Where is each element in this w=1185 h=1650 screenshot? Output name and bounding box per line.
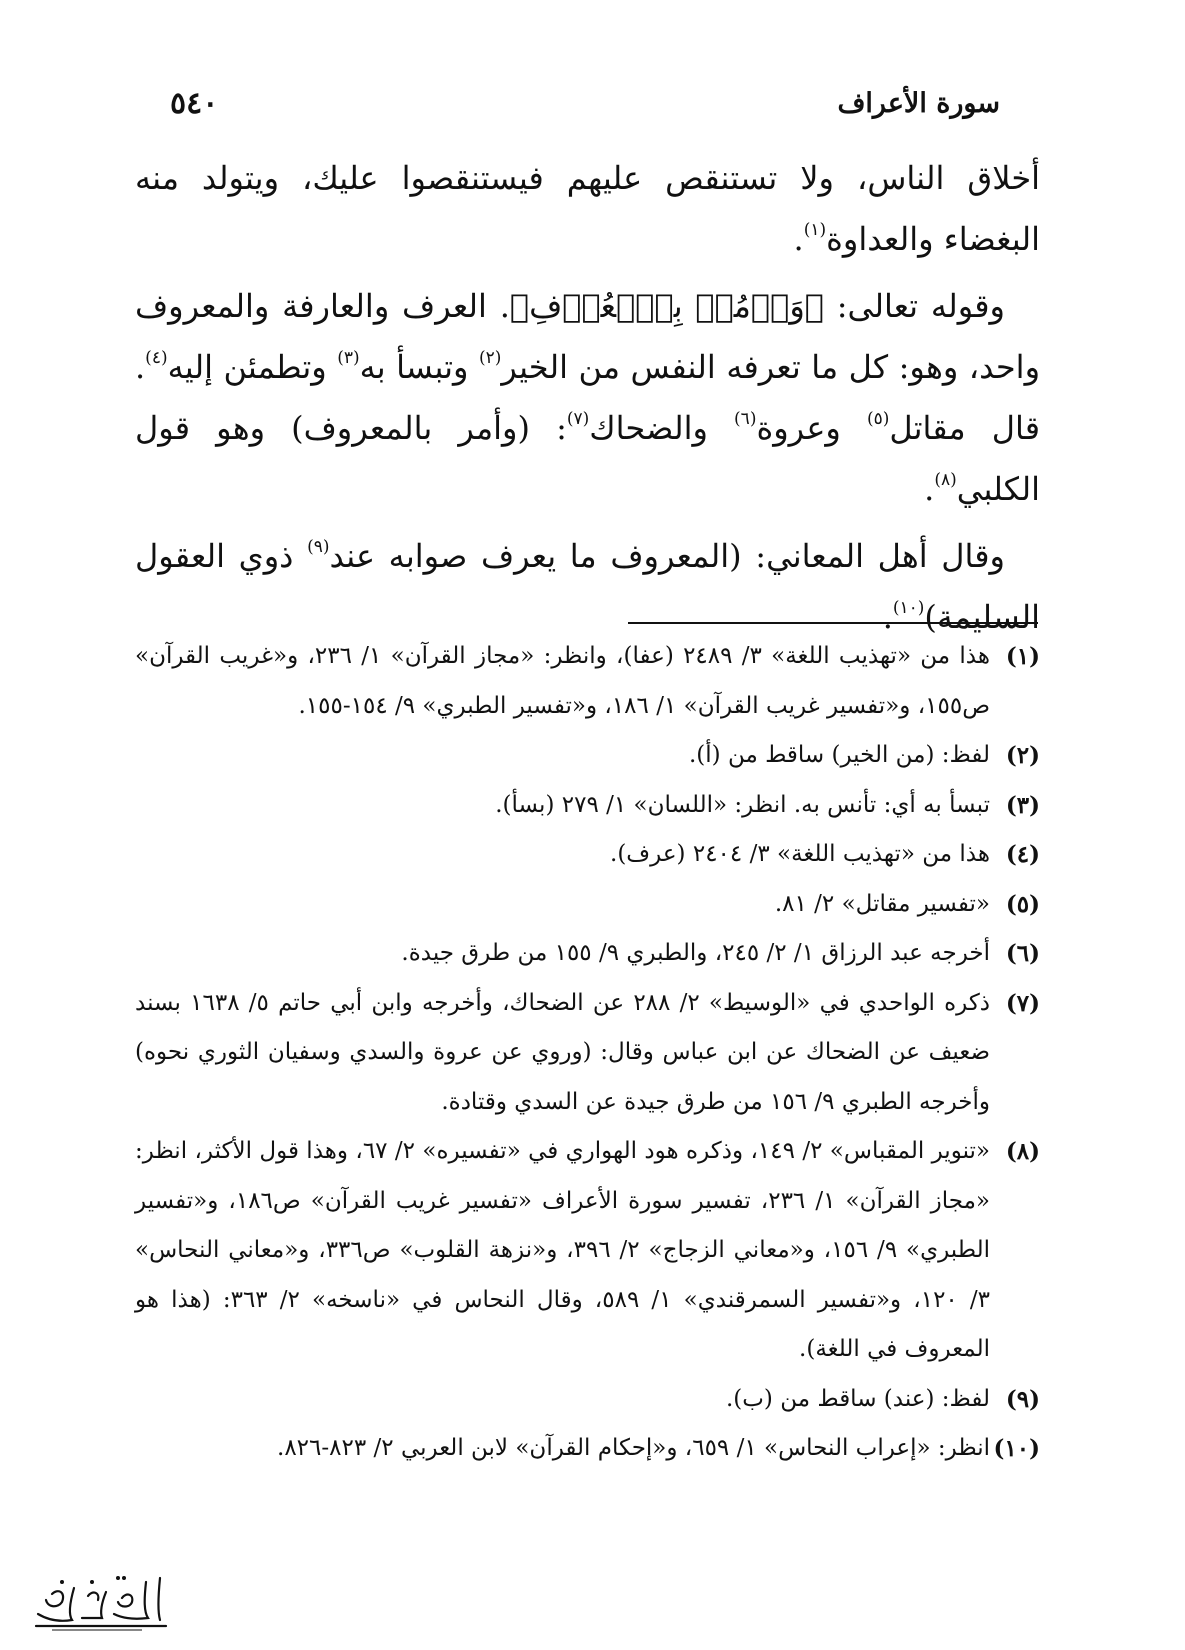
footnote <box>135 979 1040 1128</box>
paragraph-text: ذوي العقول السليمة) <box>135 537 1040 636</box>
footnote-divider <box>628 622 1038 624</box>
footnote <box>135 1375 1040 1425</box>
footnotes <box>135 632 1040 1474</box>
footnote-ref[interactable]: (٧) <box>566 409 590 429</box>
paragraph-text: : (وأمر بالمعروف) وهو قول الكلبي <box>135 409 1040 508</box>
footnote-number: (٣) <box>1005 791 1040 819</box>
footnote-number: (١٠) <box>993 1435 1040 1462</box>
footnote-text: «تنوير المقباس» ٢/ ١٤٩، وذكره هود الهواري في «تفسيره» ٢/ ٦٧، وهذا قول الأكثر، انظر: «مجاز القرآن» ١/ ٢٣٦، تفسير سورة الأعراف «تفسير غريب القرآن» ص١٨٦، و«تفسير الطبري» ٩/ ١٥٦، و«معاني الزجاج» ٢/ ٣٩٦، و«نزهة القلوب» ص٣٣٦، و«معاني النحاس» ٣/ ١٢٠، و«تفسير السمرقندي» ١/ ٥٨٩، وقال النحاس في «ناسخه» ٢/ ٣٦٣: (هذا هو المعروف في اللغة). <box>135 1138 991 1362</box>
footnote-ref[interactable]: (٦) <box>734 409 757 429</box>
paragraph-text: أخلاق الناس، ولا تستنقص عليهم فيستنقصوا عليك، ويتولد منه البغضاء والعداوة <box>135 159 1040 258</box>
footnote-number: (٤) <box>1005 841 1040 868</box>
footnote-number: (٧) <box>1005 989 1040 1017</box>
main-text <box>135 148 1040 654</box>
footnote-text: ذكره الواحدي في «الوسيط» ٢/ ٢٨٨ عن الضحاك، وأخرجه وابن أبي حاتم ٥/ ١٦٣٨ بسند ضعيف عن الضحاك عن ابن عباس وقال: (وروي عن عروة والسدي وسفيان الثوري نحوه) وأخرجه الطبري ٩/ ١٥٦ من طرق جيدة عن السدي وقتادة. <box>135 989 991 1115</box>
footnote-number: (٦) <box>1005 940 1040 967</box>
footnote <box>135 632 1040 731</box>
punctuation: . <box>924 470 935 508</box>
footnote-ref[interactable]: (٢) <box>479 348 502 368</box>
paragraph-3 <box>135 526 1040 648</box>
paragraph-text: وتبسأ به <box>359 348 479 386</box>
footnote-ref[interactable]: (٨) <box>934 470 957 490</box>
footnote-ref[interactable]: (١٠) <box>892 598 925 618</box>
punctuation: . <box>793 220 804 258</box>
paragraph-text: وقوله تعالى: ﴿وَأۡمُرۡ بِٱلۡعُرۡفِ﴾. العرف والعارفة والمعروف واحد، وهو: كل ما تعرفه النفس من الخير <box>135 287 1041 386</box>
paragraph-text: وتطمئن إليه <box>167 348 338 386</box>
footnote-text: لفظ: (عند) ساقط من (ب). <box>726 1385 990 1412</box>
footnote-ref[interactable]: (٤) <box>145 348 168 368</box>
footnote-text: هذا من «تهذيب اللغة» ٣/ ٢٤٠٤ (عرف). <box>610 841 990 867</box>
footnote <box>135 880 1040 930</box>
surah-title: سورة الأعراف <box>837 87 1000 119</box>
page-number: ٥٤٠ <box>170 85 219 121</box>
footnote <box>135 1424 1040 1474</box>
footnote <box>135 1127 1040 1375</box>
watermark-stamp-logo <box>22 1568 172 1634</box>
footnote-ref[interactable]: (٣) <box>337 348 360 368</box>
footnote-text: انظر: «إعراب النحاس» ١/ ٦٥٩، و«إحكام القرآن» لابن العربي ٢/ ٨٢٣-٨٢٦. <box>277 1435 990 1461</box>
paragraph-text: وعروة <box>756 409 867 447</box>
paragraph-1 <box>135 148 1040 270</box>
footnote-number: (٨) <box>1005 1138 1040 1165</box>
footnote-text: هذا من «تهذيب اللغة» ٣/ ٢٤٨٩ (عفا)، وانظر: «مجاز القرآن» ١/ ٢٣٦، و«غريب القرآن» ص١٥٥، و«تفسير غريب القرآن» ١/ ١٨٦، و«تفسير الطبري» ٩/ ١٥٤-١٥٥. <box>135 643 990 719</box>
footnote-text: «تفسير مقاتل» ٢/ ٨١. <box>774 890 990 917</box>
paragraph-text: . قال مقاتل <box>135 348 1041 447</box>
footnote-text: لفظ: (من الخير) ساقط من (أ). <box>688 742 990 768</box>
footnote-number: (٩) <box>1005 1385 1040 1413</box>
footnote <box>135 781 1040 831</box>
punctuation: . <box>882 598 893 636</box>
page-header <box>170 78 1000 128</box>
footnote <box>135 830 1040 880</box>
footnote-number: (٥) <box>1005 890 1040 918</box>
footnote-ref[interactable]: (٥) <box>866 409 890 429</box>
footnote-number: (١) <box>1005 643 1040 670</box>
paragraph-text: وقال أهل المعاني: (المعروف ما يعرف صوابه عند <box>329 537 1006 575</box>
footnote-text: أخرجه عبد الرزاق ١/ ٢/ ٢٤٥، والطبري ٩/ ١٥٥ من طرق جيدة. <box>401 940 990 966</box>
footnote-ref[interactable]: (١) <box>803 220 827 240</box>
paragraph-2 <box>135 276 1040 520</box>
footnote-number: (٢) <box>1005 742 1040 769</box>
paragraph-text: والضحاك <box>589 409 735 447</box>
footnote-ref[interactable]: (٩) <box>307 537 330 557</box>
footnote <box>135 929 1040 979</box>
footnote <box>135 731 1040 781</box>
footnote-text: تبسأ به أي: تأنس به. انظر: «اللسان» ١/ ٢٧٩ (بسأ). <box>495 791 990 818</box>
